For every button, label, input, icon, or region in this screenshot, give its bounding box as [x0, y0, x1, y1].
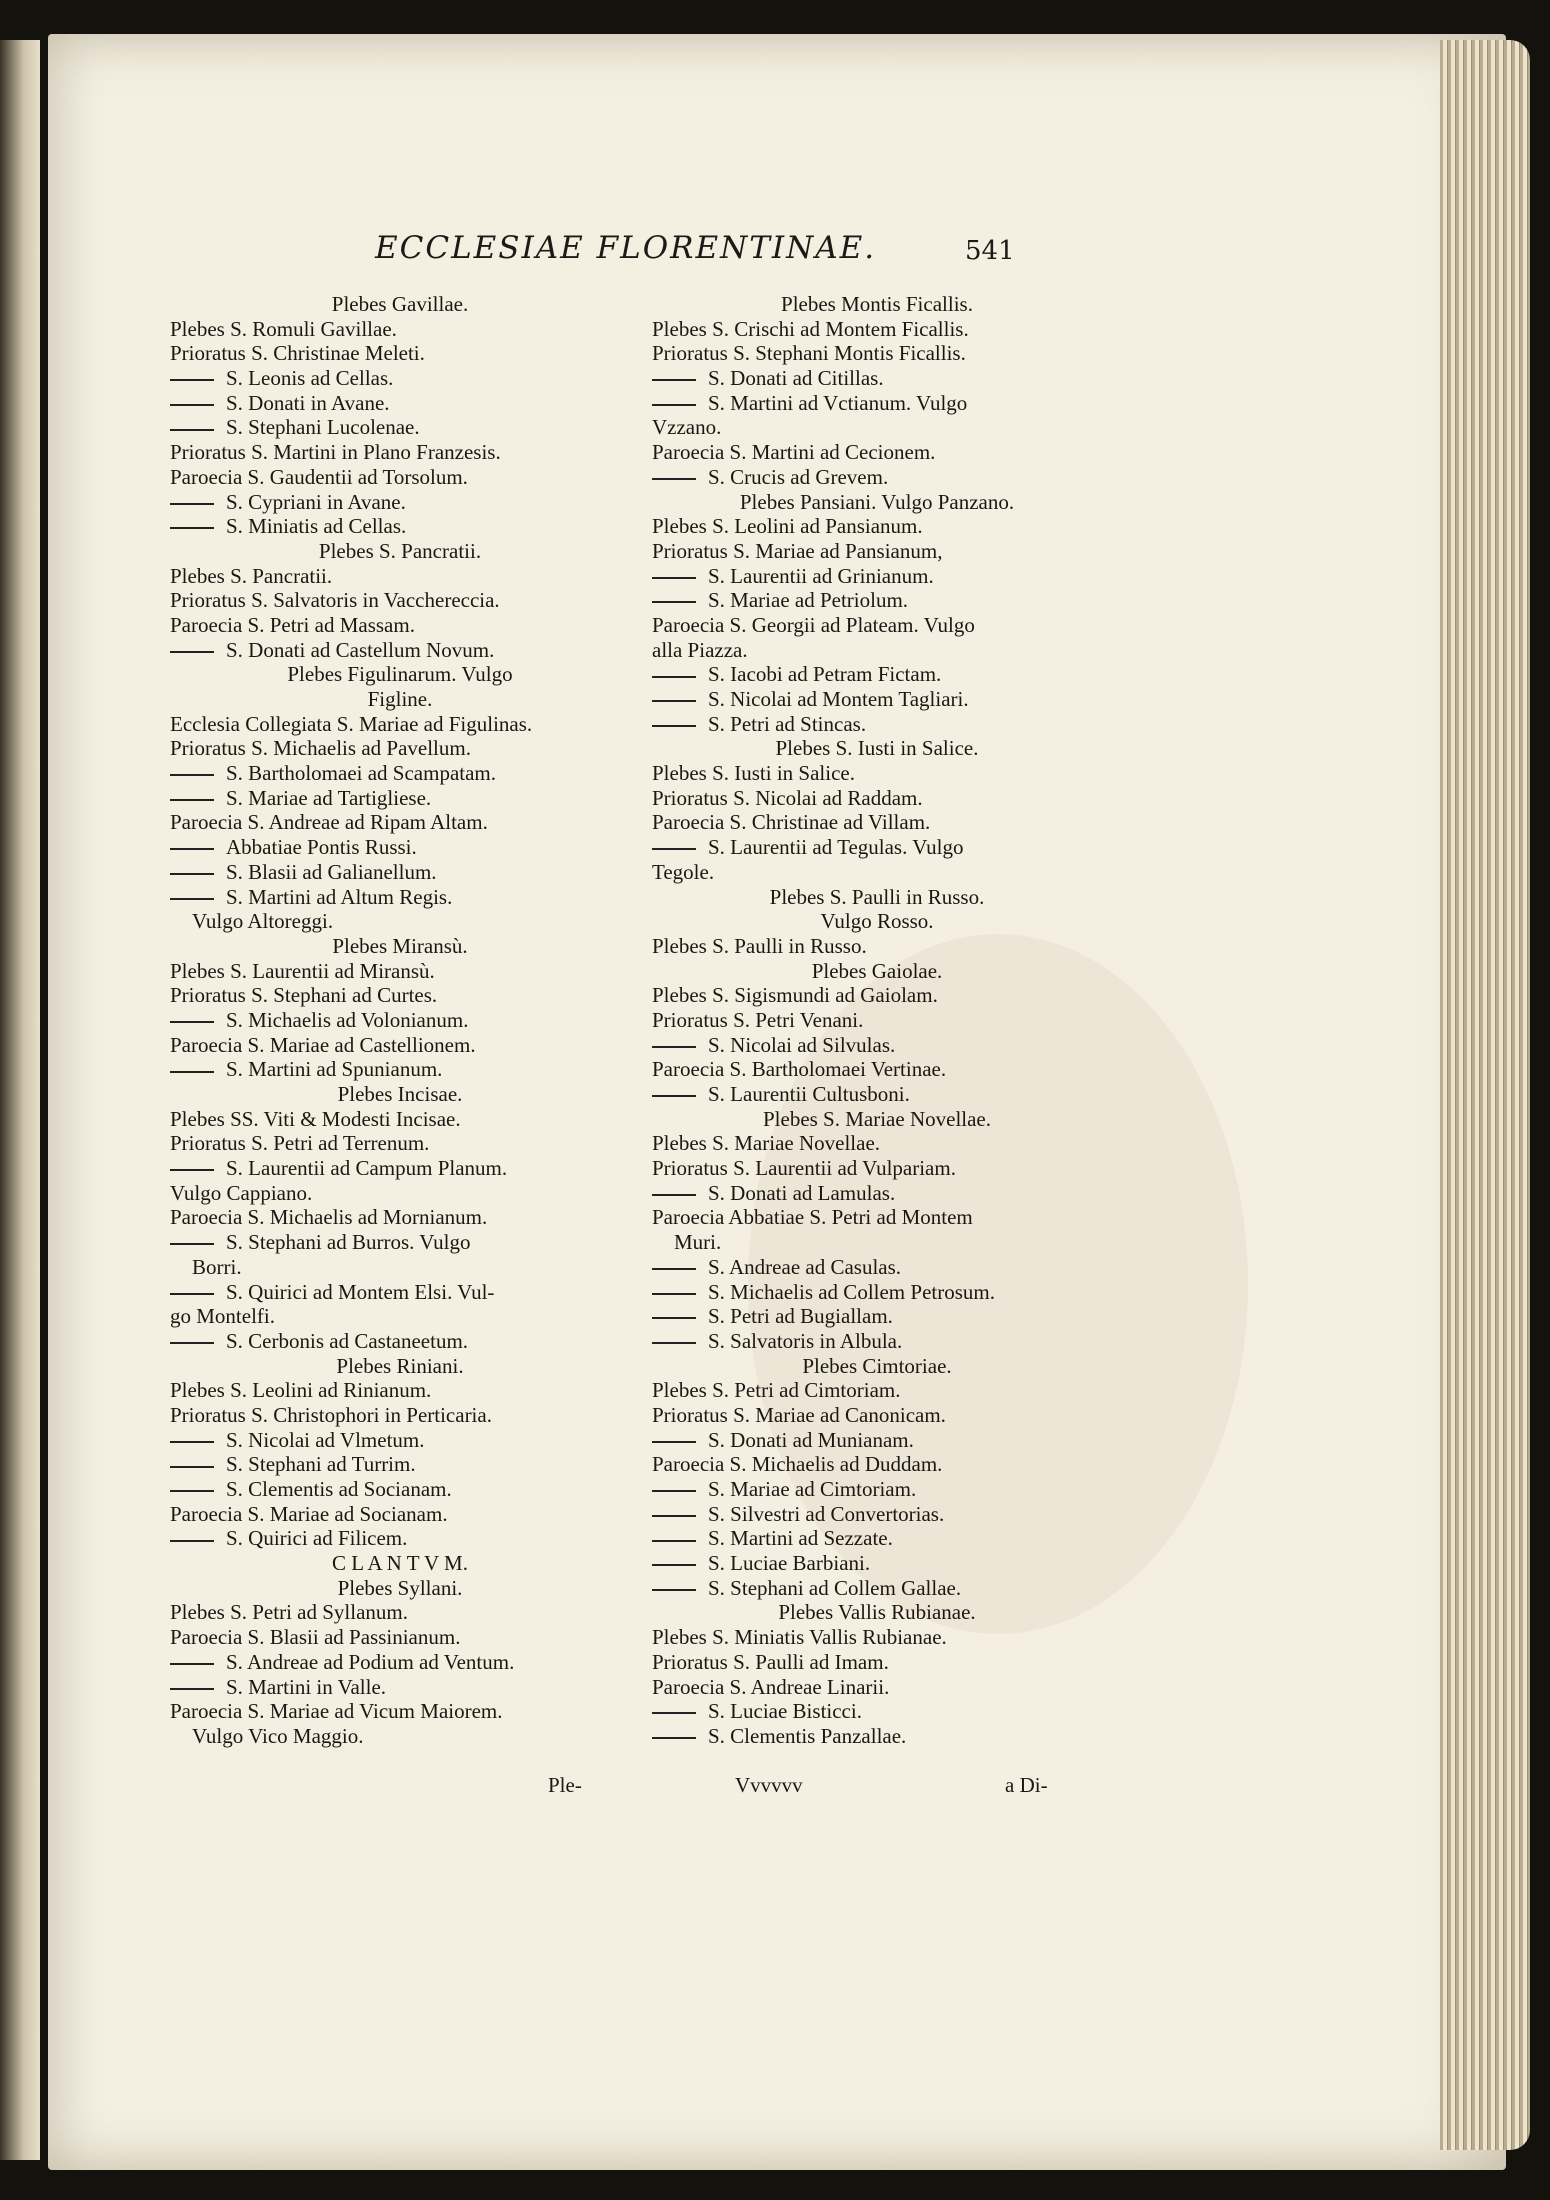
ditto-dash — [170, 1243, 214, 1245]
ditto-dash — [170, 1688, 214, 1690]
entry-text: S. Stephani ad Turrim. — [226, 1452, 416, 1477]
entry-line — [652, 1205, 1102, 1230]
ditto-dash — [170, 1342, 214, 1344]
entry-line — [170, 1008, 630, 1033]
entry-text: S. Crucis ad Grevem. — [708, 464, 889, 489]
signature-mark: Vvvvvv — [735, 1773, 803, 1797]
entry-text: S. Clementis ad Socianam. — [226, 1477, 452, 1501]
ditto-dash — [652, 676, 696, 678]
left-column — [170, 292, 630, 1749]
entry-text: Muri. — [674, 1230, 722, 1255]
section-heading — [652, 1107, 1102, 1132]
entry-line — [652, 1304, 1102, 1329]
entry-line — [170, 1452, 630, 1477]
entry-text: S. Nicolai ad Vlmetum. — [226, 1427, 425, 1452]
entry-text: Paroecia S. Georgii ad Plateam. Vulgo — [652, 612, 975, 637]
ditto-dash — [170, 774, 214, 776]
entry-line — [170, 1600, 630, 1625]
entry-text: S. Nicolai ad Silvulas. — [708, 1032, 896, 1057]
ditto-dash — [652, 1712, 696, 1714]
entry-text: go Montelfi. — [170, 1304, 275, 1329]
entry-line — [652, 1526, 1102, 1551]
entry-text: Paroecia S. Christinae ad Villam. — [652, 810, 931, 835]
entry-line — [170, 1033, 630, 1058]
entry-line — [170, 440, 630, 465]
entry-text: Plebes S. Mariae Novellae. — [652, 1131, 881, 1156]
entry-line — [170, 490, 630, 515]
ditto-dash — [652, 1317, 696, 1319]
entry-text: Plebes S. Mariae Novellae. — [762, 1106, 992, 1131]
entry-text: Plebes Miransù. — [332, 933, 468, 958]
ditto-dash — [170, 848, 214, 850]
entry-text: S. Stephani ad Collem Gallae. — [708, 1575, 962, 1600]
ditto-dash — [652, 1293, 696, 1295]
ditto-dash — [652, 1737, 696, 1739]
entry-line — [652, 662, 1102, 687]
entry-line — [652, 860, 1102, 885]
entry-text: Plebes Gaiolae. — [811, 958, 943, 983]
ditto-dash — [170, 503, 214, 505]
entry-text: S. Salvatoris in Albula. — [708, 1328, 903, 1353]
entry-text: Prioratus S. Laurentii ad Vulpariam. — [652, 1156, 956, 1181]
entry-line — [652, 366, 1102, 391]
section-heading — [170, 934, 630, 959]
entry-line — [170, 1675, 630, 1700]
section-heading — [652, 490, 1102, 515]
entry-line — [652, 1057, 1102, 1082]
entry-line — [652, 1181, 1102, 1206]
ditto-dash — [652, 379, 696, 381]
ditto-dash — [652, 1194, 696, 1196]
entry-line — [170, 1403, 630, 1428]
entry-text: Plebes S. Miniatis Vallis Rubianae. — [652, 1625, 947, 1650]
entry-text: S. Donati ad Castellum Novum. — [226, 637, 495, 662]
running-title: ECCLESIAE FLORENTINAE. — [375, 230, 877, 266]
entry-text: S. Andreae ad Casulas. — [708, 1254, 902, 1279]
ditto-dash — [170, 379, 214, 381]
entry-line — [652, 1477, 1102, 1502]
ditto-dash — [652, 478, 696, 480]
entry-line — [652, 514, 1102, 539]
entry-text: Plebes Riniani. — [336, 1353, 464, 1378]
section-heading — [652, 885, 1102, 910]
entry-line — [652, 1452, 1102, 1477]
entry-line — [652, 415, 1102, 440]
entry-line — [652, 1576, 1102, 1601]
section-heading — [170, 1576, 630, 1601]
entry-text: Vulgo Rosso. — [820, 909, 934, 934]
entry-text: S. Quirici ad Montem Elsi. Vul- — [226, 1279, 495, 1304]
entry-text: Prioratus S. Petri Venani. — [652, 1007, 864, 1032]
entry-text: Plebes S. Iusti in Salice. — [775, 736, 979, 761]
entry-line — [170, 1650, 630, 1675]
entry-line — [170, 736, 630, 761]
ditto-dash — [170, 527, 214, 529]
ditto-dash — [170, 1071, 214, 1073]
facing-page-edge — [0, 40, 40, 2160]
entry-text: S. Stephani Lucolenae. — [226, 415, 420, 440]
entry-text: S. Cerbonis ad Castaneetum. — [226, 1328, 469, 1353]
ditto-dash — [652, 848, 696, 850]
entry-line — [170, 1280, 630, 1305]
entry-line — [170, 1625, 630, 1650]
page-number: 541 — [965, 236, 1015, 266]
entry-text: Plebes S. Petri ad Cimtoriam. — [652, 1378, 901, 1403]
entry-text: S. Silvestri ad Convertorias. — [708, 1501, 945, 1526]
entry-text: Paroecia S. Michaelis ad Duddam. — [652, 1452, 943, 1477]
entry-line — [652, 1428, 1102, 1453]
entry-line — [652, 1280, 1102, 1305]
entry-line — [652, 1502, 1102, 1527]
entry-line — [652, 1551, 1102, 1576]
entry-text: Plebes S. Paulli in Russo. — [652, 933, 867, 958]
ditto-dash — [652, 1589, 696, 1591]
entry-text: S. Nicolai ad Montem Tagliari. — [708, 687, 969, 711]
entry-text: Plebes Montis Ficallis. — [781, 292, 973, 316]
entry-line — [170, 1230, 630, 1255]
entry-line — [170, 1526, 630, 1551]
entry-text: S. Laurentii ad Grinianum. — [708, 563, 934, 588]
entry-line — [170, 1329, 630, 1354]
entry-line — [170, 959, 630, 984]
ditto-dash — [652, 1515, 696, 1517]
entry-text: Plebes S. Pancratii. — [170, 563, 333, 588]
entry-text: C L A N T V M. — [332, 1551, 468, 1576]
section-heading — [170, 1354, 630, 1379]
entry-line — [652, 712, 1102, 737]
entry-text: Prioratus S. Nicolai ad Raddam. — [652, 785, 923, 810]
page-block-edges — [1440, 40, 1530, 2150]
entry-line — [170, 1502, 630, 1527]
section-heading — [652, 959, 1102, 984]
entry-text: Plebes S. Paulli in Russo. — [769, 884, 985, 909]
entry-line — [170, 391, 630, 416]
entry-text: Plebes Gavillae. — [331, 292, 469, 316]
entry-text: S. Luciae Bisticci. — [708, 1699, 862, 1724]
entry-text: Plebes Vallis Rubianae. — [778, 1600, 976, 1625]
section-heading — [652, 736, 1102, 761]
entry-line — [170, 1428, 630, 1453]
entry-text: Paroecia S. Bartholomaei Vertinae. — [652, 1057, 947, 1082]
entry-text: Paroecia S. Martini ad Cecionem. — [652, 440, 936, 465]
ditto-dash — [652, 700, 696, 702]
entry-text: Plebes Pansiani. Vulgo Panzano. — [739, 489, 1015, 514]
entry-text: Prioratus S. Christophori in Perticaria. — [170, 1402, 492, 1427]
entry-text: Vulgo Vico Maggio. — [192, 1723, 364, 1748]
section-heading — [170, 292, 630, 317]
entry-text: S. Martini ad Vctianum. Vulgo — [708, 390, 968, 415]
entry-line — [652, 1156, 1102, 1181]
entry-line — [652, 539, 1102, 564]
entry-line — [170, 1724, 630, 1749]
entry-line — [170, 1156, 630, 1181]
entry-text: S. Michaelis ad Collem Petrosum. — [708, 1279, 995, 1304]
entry-text: Paroecia S. Andreae ad Ripam Altam. — [170, 810, 488, 835]
entry-line — [170, 983, 630, 1008]
entry-line — [170, 786, 630, 811]
entry-text: S. Blasii ad Galianellum. — [226, 859, 437, 884]
entry-text: Plebes Syllani. — [337, 1575, 463, 1600]
entry-text: Figline. — [367, 687, 433, 711]
entry-text: Paroecia S. Andreae Linarii. — [652, 1674, 890, 1699]
ditto-dash — [652, 1490, 696, 1492]
entry-line — [170, 860, 630, 885]
entry-text: Vulgo Cappiano. — [170, 1180, 313, 1205]
entry-text: Borri. — [192, 1254, 242, 1279]
entry-line — [652, 588, 1102, 613]
entry-text: S. Donati in Avane. — [226, 390, 390, 415]
entry-text: Plebes Figulinarum. Vulgo — [287, 662, 513, 687]
ditto-dash — [652, 577, 696, 579]
entry-text: Plebes SS. Viti & Modesti Incisae. — [170, 1106, 461, 1131]
entry-text: S. Andreae ad Podium ad Ventum. — [226, 1649, 515, 1674]
entry-line — [170, 1131, 630, 1156]
entry-line — [652, 786, 1102, 811]
entry-text: Plebes S. Laurentii ad Miransù. — [170, 958, 435, 983]
ditto-dash — [652, 1564, 696, 1566]
entry-line — [170, 835, 630, 860]
ditto-dash — [170, 1021, 214, 1023]
entry-text: Abbatiae Pontis Russi. — [226, 835, 417, 860]
entry-line — [170, 588, 630, 613]
entry-text: S. Mariae ad Tartigliese. — [226, 785, 432, 810]
ditto-dash — [170, 1490, 214, 1492]
ditto-dash — [652, 404, 696, 406]
entry-line — [170, 1304, 630, 1329]
entry-line — [652, 1724, 1102, 1749]
ditto-dash — [170, 404, 214, 406]
entry-line — [170, 1699, 630, 1724]
entry-line — [652, 810, 1102, 835]
entry-text: Paroecia S. Mariae ad Castellionem. — [170, 1032, 476, 1057]
entry-text: S. Stephani ad Burros. Vulgo — [226, 1230, 471, 1255]
ditto-dash — [652, 1046, 696, 1048]
entry-line — [170, 712, 630, 737]
ditto-dash — [170, 1466, 214, 1468]
entry-text: S. Laurentii ad Tegulas. Vulgo — [708, 835, 964, 860]
entry-line — [170, 1255, 630, 1280]
entry-text: Paroecia S. Blasii ad Passinianum. — [170, 1625, 461, 1650]
section-heading — [652, 292, 1102, 317]
entry-line — [652, 1255, 1102, 1280]
catchword-left: Ple- — [548, 1773, 582, 1797]
entry-text: Prioratus S. Michaelis ad Pavellum. — [170, 736, 471, 761]
entry-line — [652, 1403, 1102, 1428]
catchword-right: a Di- — [1005, 1773, 1048, 1797]
entry-line — [652, 1131, 1102, 1156]
entry-line — [652, 1625, 1102, 1650]
entry-text: S. Martini in Valle. — [226, 1674, 387, 1699]
entry-line — [170, 465, 630, 490]
ditto-dash — [170, 1663, 214, 1665]
entry-line — [652, 934, 1102, 959]
entry-text: Paroecia S. Petri ad Massam. — [170, 612, 415, 637]
entry-text: Paroecia Abbatiae S. Petri ad Montem — [652, 1205, 973, 1230]
entry-text: Paroecia S. Gaudentii ad Torsolum. — [170, 464, 468, 489]
entry-text: Prioratus S. Mariae ad Canonicam. — [652, 1402, 946, 1427]
entry-line — [652, 1033, 1102, 1058]
section-heading — [170, 1082, 630, 1107]
entry-line — [652, 1329, 1102, 1354]
entry-text: S. Clementis Panzallae. — [708, 1723, 907, 1748]
entry-text: Vulgo Altoreggi. — [192, 909, 334, 934]
section-heading — [170, 662, 630, 687]
entry-line — [652, 341, 1102, 366]
entry-line — [170, 317, 630, 342]
entry-text: S. Miniatis ad Cellas. — [226, 514, 407, 539]
entry-text: Prioratus S. Christinae Meleti. — [170, 341, 425, 366]
entry-line — [652, 1699, 1102, 1724]
entry-text: S. Quirici ad Filicem. — [226, 1526, 408, 1551]
entry-line — [652, 465, 1102, 490]
entry-line — [170, 761, 630, 786]
ditto-dash — [170, 873, 214, 875]
ditto-dash — [652, 601, 696, 603]
entry-text: S. Petri ad Bugiallam. — [708, 1304, 893, 1329]
entry-line — [170, 885, 630, 910]
entry-line — [652, 440, 1102, 465]
entry-text: Prioratus S. Stephani Montis Ficallis. — [652, 341, 966, 366]
entry-text: S. Donati ad Lamulas. — [708, 1180, 896, 1205]
entry-line — [652, 1378, 1102, 1403]
entry-text: S. Cypriani in Avane. — [226, 489, 406, 514]
entry-line — [170, 366, 630, 391]
entry-text: Tegole. — [652, 859, 715, 884]
entry-line — [170, 341, 630, 366]
entry-text: Vzzano. — [652, 415, 722, 440]
entry-line — [652, 1230, 1102, 1255]
entry-text: Plebes S. Leolini ad Pansianum. — [652, 514, 923, 539]
entry-line — [170, 1181, 630, 1206]
ditto-dash — [652, 1441, 696, 1443]
ditto-dash — [170, 898, 214, 900]
entry-text: Paroecia S. Mariae ad Socianam. — [170, 1501, 448, 1526]
entry-line — [170, 909, 630, 934]
entry-text: Plebes S. Petri ad Syllanum. — [170, 1600, 408, 1625]
entry-text: alla Piazza. — [652, 637, 748, 662]
entry-text: Ecclesia Collegiata S. Mariae ad Figulinas. — [170, 711, 533, 736]
ditto-dash — [652, 1268, 696, 1270]
ditto-dash — [170, 1169, 214, 1171]
entry-text: Prioratus S. Salvatoris in Vacchereccia. — [170, 588, 500, 613]
entry-text: Prioratus S. Stephani ad Curtes. — [170, 983, 438, 1008]
entry-line — [170, 1378, 630, 1403]
ditto-dash — [652, 725, 696, 727]
section-heading — [170, 687, 630, 712]
entry-text: Plebes Incisae. — [337, 1082, 463, 1106]
entry-line — [652, 564, 1102, 589]
entry-text: S. Mariae ad Cimtoriam. — [708, 1477, 917, 1501]
section-heading — [652, 1354, 1102, 1379]
entry-line — [652, 1675, 1102, 1700]
entry-text: Prioratus S. Petri ad Terrenum. — [170, 1131, 430, 1156]
entry-line — [652, 983, 1102, 1008]
entry-text: S. Bartholomaei ad Scampatam. — [226, 761, 497, 786]
ditto-dash — [170, 429, 214, 431]
entry-line — [170, 1477, 630, 1502]
entry-text: Plebes S. Pancratii. — [318, 538, 482, 563]
entry-text: S. Martini ad Spunianum. — [226, 1057, 443, 1082]
entry-text: S. Iacobi ad Petram Fictam. — [708, 662, 942, 687]
entry-line — [652, 687, 1102, 712]
section-heading — [652, 909, 1102, 934]
ditto-dash — [652, 1095, 696, 1097]
entry-text: Paroecia S. Michaelis ad Mornianum. — [170, 1205, 488, 1230]
entry-text: S. Martini ad Sezzate. — [708, 1526, 893, 1551]
entry-text: Plebes S. Sigismundi ad Gaiolam. — [652, 983, 938, 1008]
entry-line — [170, 613, 630, 638]
entry-line — [170, 1205, 630, 1230]
entry-line — [170, 564, 630, 589]
entry-text: S. Michaelis ad Volonianum. — [226, 1007, 469, 1032]
entry-line — [652, 1008, 1102, 1033]
section-heading — [652, 1600, 1102, 1625]
entry-line — [652, 317, 1102, 342]
entry-text: Prioratus S. Mariae ad Pansianum, — [652, 538, 943, 563]
entry-line — [652, 638, 1102, 663]
entry-line — [170, 810, 630, 835]
entry-text: S. Laurentii ad Campum Planum. — [226, 1156, 508, 1181]
entry-text: S. Martini ad Altum Regis. — [226, 884, 453, 909]
entry-line — [170, 1057, 630, 1082]
entry-text: S. Donati ad Citillas. — [708, 366, 884, 391]
ditto-dash — [652, 1342, 696, 1344]
right-column — [652, 292, 1102, 1749]
entry-line — [652, 391, 1102, 416]
entry-line — [170, 514, 630, 539]
entry-line — [652, 613, 1102, 638]
entry-text: Paroecia S. Mariae ad Vicum Maiorem. — [170, 1699, 503, 1724]
entry-text: S. Leonis ad Cellas. — [226, 366, 394, 391]
ditto-dash — [652, 1540, 696, 1542]
entry-line — [652, 1650, 1102, 1675]
section-heading — [170, 539, 630, 564]
entry-line — [170, 415, 630, 440]
entry-text: Prioratus S. Martini in Plano Franzesis. — [170, 440, 501, 465]
ditto-dash — [170, 1293, 214, 1295]
entry-text: S. Mariae ad Petriolum. — [708, 588, 909, 613]
ditto-dash — [170, 1540, 214, 1542]
ditto-dash — [170, 799, 214, 801]
entry-text: Prioratus S. Paulli ad Imam. — [652, 1649, 889, 1674]
entry-text: S. Donati ad Munianam. — [708, 1427, 914, 1452]
entry-text: S. Petri ad Stincas. — [708, 711, 867, 736]
entry-line — [652, 835, 1102, 860]
entry-text: Plebes S. Iusti in Salice. — [652, 761, 855, 786]
entry-line — [652, 1082, 1102, 1107]
entry-text: S. Laurentii Cultusboni. — [708, 1082, 910, 1106]
entry-text: Plebes S. Romuli Gavillae. — [170, 316, 397, 341]
entry-text: S. Luciae Barbiani. — [708, 1551, 871, 1576]
entry-line — [652, 761, 1102, 786]
entry-text: Plebes S. Crischi ad Montem Ficallis. — [652, 316, 969, 341]
entry-line — [170, 638, 630, 663]
ditto-dash — [170, 651, 214, 653]
page-header — [375, 230, 1015, 280]
section-heading — [170, 1551, 630, 1576]
entry-text: Plebes S. Leolini ad Rinianum. — [170, 1378, 432, 1403]
entry-line — [170, 1107, 630, 1132]
entry-text: Plebes Cimtoriae. — [802, 1353, 952, 1378]
ditto-dash — [170, 1441, 214, 1443]
